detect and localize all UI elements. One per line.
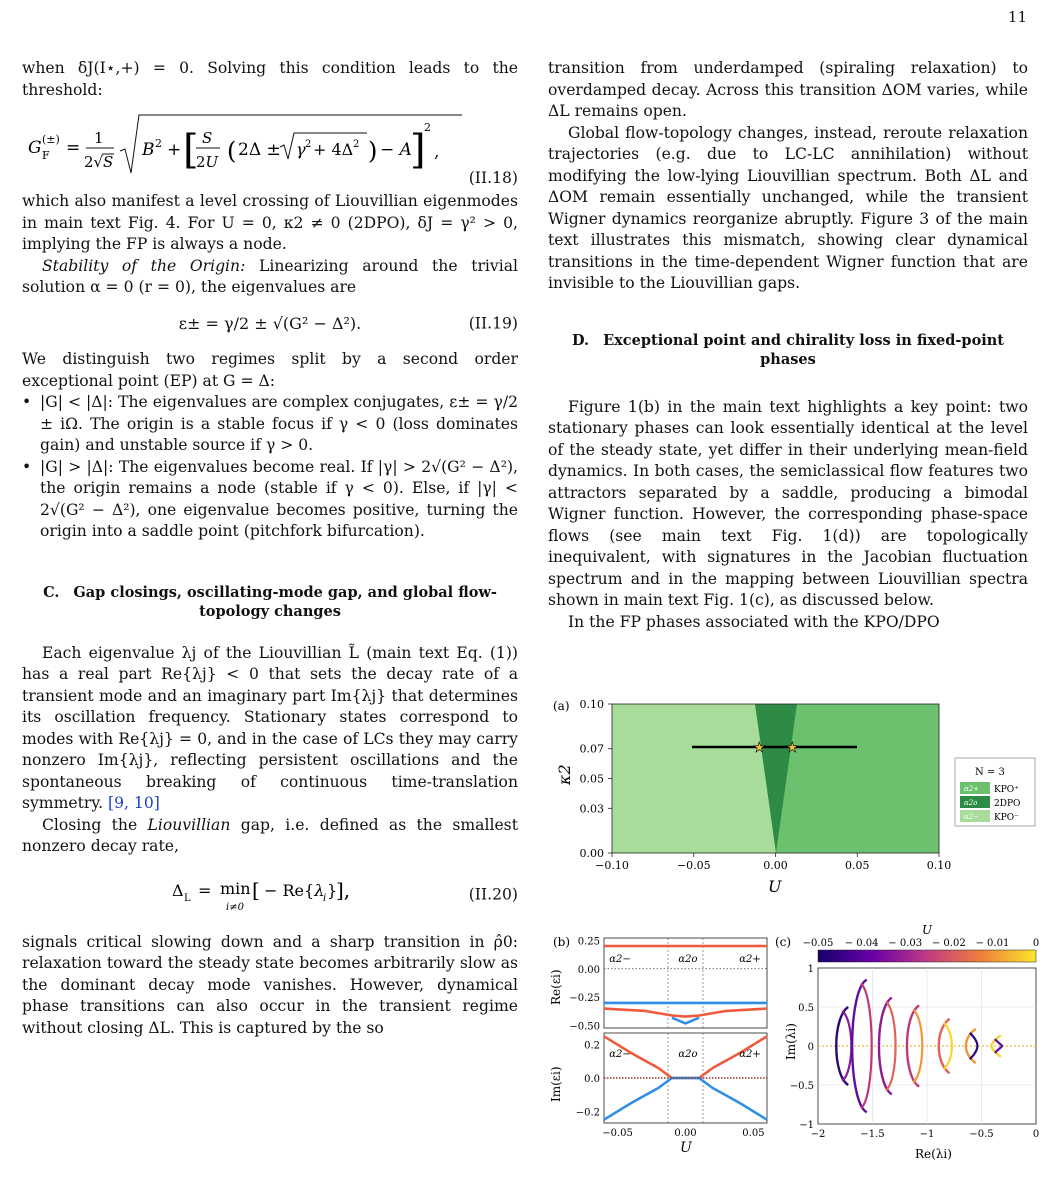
equation-II19-formula: ε± = γ/2 ± √(G² − Δ²). — [178, 313, 362, 333]
x-tick-label: −2 — [810, 1129, 826, 1140]
svg-text:): ) — [368, 137, 378, 165]
plot-frame-top — [604, 938, 767, 1028]
svg-text:],: ], — [336, 877, 351, 902]
y-axis-label: Im(λi) — [784, 1023, 798, 1060]
section-heading — [22, 583, 518, 621]
svg-text:min: min — [220, 878, 251, 898]
x-axis-label: U — [768, 877, 782, 896]
y-tick-label: 1 — [807, 964, 814, 975]
svg-text:(: ( — [227, 137, 237, 165]
emphasis: Liouvillian — [147, 815, 231, 834]
x-tick-label: 0.00 — [763, 859, 788, 872]
phase-region-kpo-plus — [776, 704, 939, 853]
svg-text:i: i — [323, 892, 327, 904]
svg-text:Δ: Δ — [172, 880, 184, 900]
y-axis-label-top: Re(εi) — [549, 969, 563, 1005]
y-tick-label: 0.25 — [577, 936, 600, 948]
svg-text:]: ] — [410, 127, 426, 173]
svg-text:+: + — [167, 140, 182, 160]
paragraph: which also manifest a level crossing of Liouvillian eigenmodes in main text Fig. 4. For U = 0, κ2 ≠ 0 (2DPO), δJ = γ² > 0, implying the FP is always a node. — [22, 192, 518, 253]
x-tick-labels — [595, 853, 951, 872]
star-marker: ★ — [786, 740, 799, 756]
panel-tag: (b) — [553, 935, 571, 949]
section-title: Gap closings, oscillating-mode gap, and global flow-topology changes — [73, 583, 497, 620]
colorbar-tick-label: 0 — [1032, 938, 1040, 949]
svg-text:− A: − A — [380, 140, 412, 160]
svg-text:,: , — [434, 142, 440, 162]
section-number: C. — [43, 583, 60, 601]
svg-text:i≠0: i≠0 — [226, 901, 244, 913]
svg-text:}: } — [327, 880, 338, 900]
page-number: 11 — [1007, 8, 1027, 26]
legend-symbol: α2o — [964, 799, 978, 807]
paragraph: In the FP phases associated with the KPO/DPO — [568, 612, 940, 631]
legend-title: N = 3 — [975, 767, 1005, 778]
y-tick-label: 0.00 — [579, 847, 604, 860]
svg-text:2√: 2√ — [84, 153, 104, 171]
x-tick-label: −0.5 — [969, 1129, 994, 1140]
colorbar-tick-label: − 0.03 — [888, 938, 923, 949]
y-tick-label: −0.2 — [575, 1107, 600, 1119]
y-tick-label: 0.0 — [584, 1074, 600, 1085]
colorbar — [818, 950, 1036, 962]
svg-text:1: 1 — [94, 129, 104, 147]
paragraph-text: gap, i.e. defined as the smallest nonzero decay rate, — [22, 815, 518, 855]
region-label: α2o — [678, 1049, 698, 1060]
list-item — [40, 457, 518, 543]
x-tick-label: 0.05 — [742, 1128, 765, 1139]
svg-text:+ 4Δ: + 4Δ — [313, 140, 354, 159]
svg-text:S: S — [202, 129, 213, 147]
colorbar-tick-label: −0.05 — [802, 938, 834, 949]
panel-tag: (a) — [553, 699, 570, 713]
list-item: • |G| < |Δ|: The eigenvalues are complex conjugates, ε± = γ/2 ± iΩ. The origin is a stable focus if γ < 0 (loss dominates gain) and unstable source if γ > 0. — [40, 392, 518, 457]
legend-symbol: α2+ — [964, 785, 980, 793]
x-tick-label: −0.10 — [595, 859, 629, 872]
equation-II19 — [22, 313, 518, 336]
panel-a — [553, 698, 1035, 896]
section-number: D. — [572, 331, 590, 349]
bullet-list — [22, 392, 518, 543]
x-tick-label: 0.05 — [845, 859, 870, 872]
x-tick-label: −1 — [919, 1129, 935, 1140]
legend-symbol: α2− — [964, 813, 980, 821]
svg-text:2: 2 — [155, 137, 162, 150]
panel-tag: (c) — [775, 935, 792, 949]
x-axis-label: Re(λi) — [915, 1147, 952, 1161]
paragraph: Figure 1(b) in the main text highlights a key point: two stationary phases can look essentially identical at the level of the steady state, yet differ in their underlying mean-field dynamics. In both cases, the semiclassical flow features two attractors separated by a saddle, producing a bimodal Wigner function. However, the corresponding phase-space flows (see main text Fig. 1(d)) are topologically inequivalent, with signatures in the Jacobian fluctuation spectrum and in the mapping between Liouvillian spectra shown in main text Fig. 1(c), as discussed below. — [548, 397, 1028, 609]
svg-text:=: = — [66, 138, 81, 158]
svg-text:F: F — [42, 149, 50, 162]
y-tick-label: −0.25 — [569, 993, 600, 1005]
svg-text:=: = — [198, 880, 212, 900]
svg-text:2: 2 — [424, 121, 431, 134]
region-label: α2+ — [739, 1049, 761, 1060]
svg-text:B: B — [142, 140, 155, 160]
y-tick-label: 0.05 — [579, 772, 604, 786]
y-axis-label: κ2 — [555, 764, 574, 785]
paragraph — [22, 256, 518, 299]
list-item-text: Else, if |γ| < 2√(G² − Δ²), one eigenvalue becomes positive, turning the origin into a saddle point (pitchfork bifurcation). — [40, 479, 518, 540]
x-tick-label: −1.5 — [860, 1129, 885, 1140]
citation-link[interactable]: [9, 10] — [108, 794, 160, 812]
legend-label: KPO⁻ — [994, 813, 1019, 823]
star-marker: ★ — [753, 740, 766, 756]
colorbar-tick-label: − 0.02 — [931, 938, 966, 949]
y-axis-label-bottom: Im(εi) — [549, 1066, 563, 1102]
equation-number: (II.19) — [468, 314, 518, 332]
right-column — [548, 58, 1028, 633]
svg-text:[: [ — [252, 877, 260, 902]
svg-text:L: L — [184, 892, 191, 904]
paragraph: We distinguish two regimes split by a second order exceptional point (EP) at G = Δ: — [22, 350, 518, 390]
x-tick-label: −0.05 — [602, 1128, 633, 1139]
y-tick-label: −1 — [799, 1120, 814, 1131]
colorbar-label: U — [922, 923, 933, 937]
list-item-text: |G| > |Δ|: The eigenvalues become real. If |γ| > 2√(G² − Δ²), the origin remains a node (stable if γ < 0). — [40, 457, 518, 497]
x-tick-label: 0 — [1032, 1129, 1040, 1140]
paragraph-text: Linearizing around the trivial solution α = 0 (r = 0), the eigenvalues are — [22, 256, 518, 296]
equation-II20-formula — [142, 872, 402, 918]
region-label: α2− — [609, 1049, 631, 1060]
x-tick-label: 0.10 — [926, 859, 952, 872]
svg-text:S: S — [103, 153, 114, 171]
svg-text:(±): (±) — [42, 133, 60, 146]
colorbar-tick-label: − 0.01 — [975, 938, 1010, 949]
paragraph: signals critical slowing down and a sharp transition in ρ̂0: relaxation toward the steady state becomes arbitrarily slow as the dominant decay mode vanishes. However, dynamical phase transitions can also occur in the transient regime without closing ΔL. This is captured by the so — [22, 932, 518, 1037]
section-title: Exceptional point and chirality loss in fixed-point phases — [603, 331, 1004, 368]
svg-text:2: 2 — [353, 139, 360, 150]
equation-II20 — [22, 872, 518, 918]
colorbar-tick-label: − 0.04 — [844, 938, 879, 949]
y-tick-label: 0.00 — [577, 964, 600, 976]
panel-b — [549, 935, 767, 1156]
equation-number: (II.18) — [468, 168, 518, 187]
y-tick-label: −0.50 — [569, 1021, 600, 1033]
paragraph: Global flow-topology changes, instead, reroute relaxation trajectories (e.g. due to LC-LC annihilation) without modifying the low-lying Liouvillian spectrum. Both ΔL and ΔOM remain essentially unchanged, while the transient Wigner dynamics reorganize abruptly. Figure 3 of the main text illustrates this mismatch, showing clear dynamical transitions in the time-dependent Wigner function that are invisible to the Liouvillian gaps. — [548, 123, 1028, 292]
paragraph: when δJ(I⋆,+) = 0. Solving this condition leads to the threshold: — [22, 59, 518, 99]
y-tick-label: 0.10 — [579, 698, 604, 711]
y-tick-label: −0.5 — [789, 1081, 814, 1092]
svg-text:2Δ ±: 2Δ ± — [238, 140, 281, 160]
x-tick-label: 0.00 — [674, 1128, 697, 1139]
paragraph-heading: Stability of the Origin: — [42, 256, 246, 275]
svg-text:γ: γ — [296, 140, 306, 159]
svg-text:[: [ — [183, 127, 199, 173]
y-tick-label: 0.07 — [579, 742, 604, 756]
x-tick-label: −0.05 — [676, 859, 711, 872]
y-tick-label: 0.2 — [584, 1040, 600, 1052]
legend-label: 2DPO — [994, 799, 1021, 809]
svg-text:− Re{λ: − Re{λ — [264, 880, 325, 900]
section-heading — [548, 331, 1028, 369]
paragraph — [22, 815, 518, 858]
svg-text:2: 2 — [305, 139, 312, 150]
y-tick-label: 0.03 — [579, 802, 604, 816]
left-column — [22, 58, 518, 1039]
paragraph: transition from underdamped (spiraling relaxation) to overdamped decay. Across this transition ΔOM varies, while ΔL remains open. — [548, 59, 1028, 120]
figure — [548, 680, 1048, 1180]
y-tick-labels — [580, 698, 613, 860]
region-label: α2o — [678, 954, 698, 965]
paragraph-text: Closing the — [42, 815, 138, 834]
paragraph-text: Each eigenvalue λj of the Liouvillian L̃ (main text Eq. (1)) has a real part Re{λj} < 0 that sets the decay rate of a transient mode and an imaginary part Im{λj} that determines its oscillation frequency. Stationary states correspond to modes with Re{λj} = 0, and in the case of LCs they may carry nonzero Im{λj}, reflecting persistent oscillations and the spontaneous breaking of continuous time-translation symmetry. — [22, 643, 518, 812]
y-tick-label: 0 — [807, 1042, 814, 1053]
equation-II18-formula — [22, 109, 462, 183]
region-label: α2+ — [739, 954, 761, 965]
y-tick-label: 0.5 — [798, 1003, 814, 1014]
equation-II18 — [22, 109, 518, 187]
panel-c — [775, 923, 1039, 1161]
legend-label: KPO⁺ — [994, 785, 1019, 795]
x-axis-label: U — [680, 1140, 692, 1156]
colorbar-ticks — [803, 938, 1040, 949]
region-label: α2− — [609, 954, 631, 965]
paragraph — [22, 643, 518, 815]
svg-text:2U: 2U — [196, 153, 219, 171]
svg-text:G: G — [28, 138, 42, 158]
equation-number: (II.20) — [468, 884, 518, 903]
